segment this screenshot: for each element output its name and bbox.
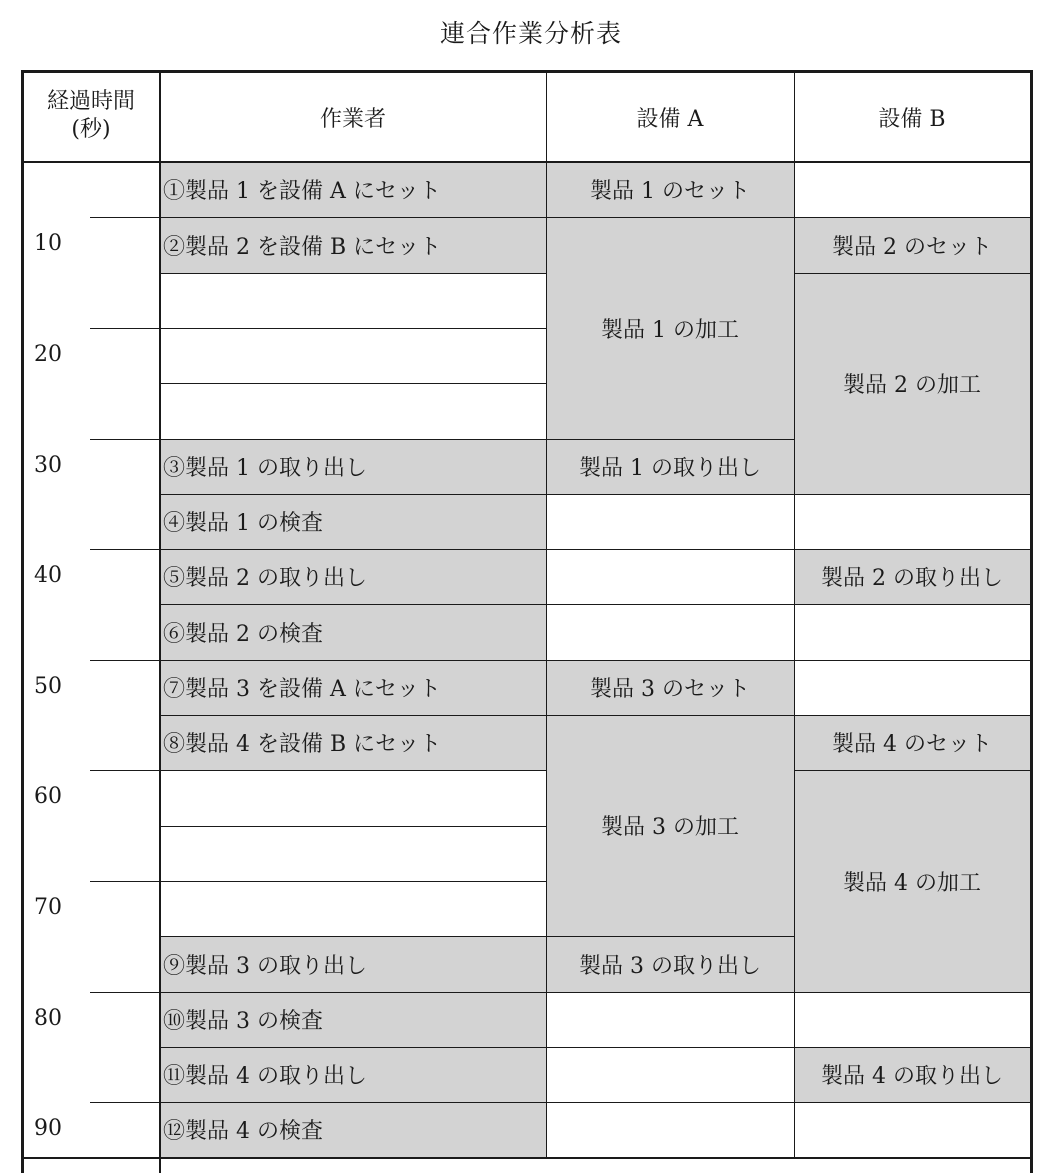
row-divider (159, 549, 546, 550)
row-divider (546, 604, 794, 605)
equipment-b-block: 製品 4 の加工 (794, 770, 1030, 992)
row-divider (546, 439, 794, 440)
worker-task-cell (159, 770, 546, 826)
time-label: 50 (34, 674, 62, 699)
row-divider (546, 1047, 794, 1048)
equipment-b-block: 製品 4 の取り出し (794, 1047, 1030, 1102)
row-divider (159, 439, 546, 440)
equipment-b-block: 製品 2 のセット (794, 217, 1030, 273)
row-divider (794, 494, 1030, 495)
row-divider (159, 936, 546, 937)
header-equipment-b: 設備 B (878, 107, 946, 132)
equipment-b-block: 製品 2 の取り出し (794, 549, 1030, 604)
row-divider (546, 549, 794, 550)
time-label: 60 (34, 784, 62, 809)
header-elapsed-time (24, 88, 158, 144)
equipment-b-block: 製品 4 のセット (794, 715, 1030, 770)
worker-task-cell: ⑨製品 3 の取り出し (159, 936, 546, 992)
row-divider (794, 604, 1030, 605)
row-divider (546, 494, 794, 495)
time-tick (90, 217, 159, 218)
worker-task-cell: ①製品 1 を設備 A にセット (159, 162, 546, 217)
worker-task-cell: ⑥製品 2 の検査 (159, 604, 546, 660)
worker-task-cell (159, 383, 546, 439)
row-divider (546, 660, 794, 661)
worker-task-cell: ⑪製品 4 の取り出し (159, 1047, 546, 1102)
equipment-a-block: 製品 3 のセット (546, 660, 794, 715)
time-tick (90, 328, 159, 329)
equipment-a-block: 製品 1 の加工 (546, 217, 794, 439)
time-label: 70 (34, 895, 62, 920)
worker-task-cell: ⑩製品 3 の検査 (159, 992, 546, 1047)
row-divider (159, 826, 546, 827)
row-divider (159, 217, 546, 218)
time-label: 30 (34, 453, 62, 478)
row-divider (159, 660, 546, 661)
worker-task-cell: ⑤製品 2 の取り出し (159, 549, 546, 604)
row-divider (159, 881, 546, 882)
time-label: 90 (34, 1116, 62, 1141)
header-divider (24, 161, 1030, 163)
row-divider (794, 1102, 1030, 1103)
header-elapsed-time-unit: (秒) (71, 117, 111, 142)
row-divider (159, 715, 546, 716)
column-divider (546, 73, 547, 1157)
time-label: 80 (34, 1006, 62, 1031)
worker-task-cell: ③製品 1 の取り出し (159, 439, 546, 494)
row-divider (159, 494, 546, 495)
worker-task-cell: ②製品 2 を設備 B にセット (159, 217, 546, 273)
time-label: 20 (34, 342, 62, 367)
worker-task-cell: ⑧製品 4 を設備 B にセット (159, 715, 546, 770)
worker-task-cell: ④製品 1 の検査 (159, 494, 546, 549)
worker-task-cell (159, 881, 546, 936)
time-label: 10 (34, 231, 62, 256)
row-divider (159, 1157, 546, 1159)
row-divider (794, 217, 1030, 218)
row-divider (159, 273, 546, 274)
worker-task-cell: ⑫製品 4 の検査 (159, 1102, 546, 1157)
row-divider (159, 383, 546, 384)
worker-task-cell (159, 328, 546, 383)
row-divider (794, 549, 1030, 550)
header-worker: 作業者 (319, 107, 386, 132)
header-equipment-a: 設備 A (636, 107, 704, 132)
row-divider (159, 992, 546, 993)
time-tick (90, 992, 159, 993)
worker-task-cell: ⑦製品 3 を設備 A にセット (159, 660, 546, 715)
time-tick (90, 660, 159, 661)
row-divider (159, 328, 546, 329)
time-tick (90, 439, 159, 440)
time-tick (90, 881, 159, 882)
worker-task-cell (159, 273, 546, 328)
row-divider (794, 1047, 1030, 1048)
row-divider (794, 660, 1030, 661)
row-divider (159, 1102, 546, 1103)
row-divider (159, 1047, 546, 1048)
column-divider (159, 73, 161, 1173)
row-divider (546, 217, 794, 218)
column-divider (794, 73, 795, 1157)
time-tick (90, 770, 159, 771)
worker-task-cell (159, 826, 546, 881)
row-divider (794, 770, 1030, 771)
row-divider (546, 1157, 1030, 1159)
row-divider (546, 715, 794, 716)
equipment-a-block: 製品 3 の取り出し (546, 936, 794, 992)
row-divider (546, 936, 794, 937)
row-divider (546, 1102, 794, 1103)
row-divider (794, 992, 1030, 993)
time-tick (90, 549, 159, 550)
time-tick (90, 1102, 159, 1103)
equipment-a-block: 製品 3 の加工 (546, 715, 794, 936)
row-divider (159, 770, 546, 771)
row-divider (794, 273, 1030, 274)
header-elapsed-time-label: 経過時間 (46, 89, 135, 114)
row-divider (546, 992, 794, 993)
time-bottom-line (24, 1157, 159, 1159)
equipment-a-block: 製品 1 のセット (546, 162, 794, 217)
row-divider (794, 715, 1030, 716)
page-title: 連合作業分析表 (439, 19, 622, 48)
time-label: 40 (34, 563, 62, 588)
row-divider (159, 604, 546, 605)
equipment-a-block: 製品 1 の取り出し (546, 439, 794, 494)
equipment-b-block: 製品 2 の加工 (794, 273, 1030, 494)
